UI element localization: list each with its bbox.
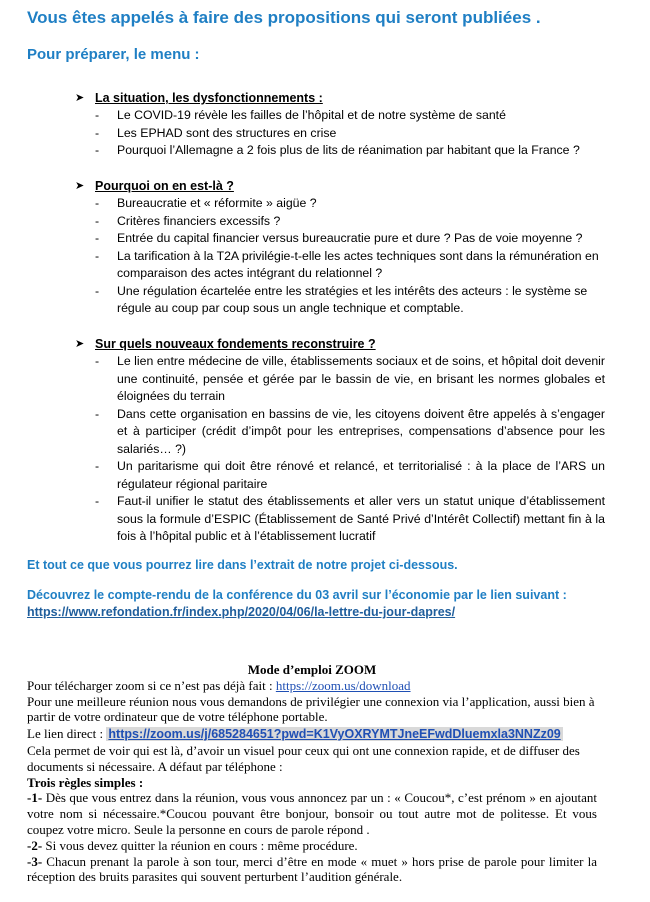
section-title [75, 89, 605, 107]
rules-title: Trois règles simples : [27, 774, 144, 790]
list-item: - Bureaucratie et « réformite » aigüe ? [95, 196, 317, 210]
section-title [75, 335, 605, 353]
list-item-text: Faut-il unifier le statut des établissements et aller vers un statut unique d’établissement sous la formule d’ESPIC (Établissement de Santé Privé d’Intérêt Collectif) mettant fin à la fois à l’hôpital public et à l’établissement lucratif [117, 494, 605, 543]
list-item-text: Le COVID-19 révèle les failles de l’hôpital et de notre système de santé [117, 108, 506, 122]
rule-number: -3- [27, 853, 43, 869]
list-item-text: Pourquoi l’Allemagne a 2 fois plus de lits de réanimation par habitant que la France ? [117, 143, 580, 157]
download-line [27, 678, 597, 694]
conference-link[interactable]: https://www.refondation.fr/index.php/2020/04/06/la-lettre-du-jour-dapres/ [27, 605, 456, 619]
list-item-text: Critères financiers excessifs ? [117, 213, 281, 228]
list-item-text: Le lien entre médecine de ville, établissements sociaux et de soins, et hôpital doit devenir une continuité, pensée et gérée par le bassin de vie, en brisant les normes globales et éloignées du terrain [117, 354, 605, 403]
download-link[interactable]: https://zoom.us/download [275, 677, 411, 693]
section-title-text: Sur quels nouveaux fondements reconstruire ? [95, 337, 376, 351]
rule-text: Si vous devez quitter la réunion en cours : même procédure. [42, 837, 358, 853]
list-item: - Le COVID-19 révèle les failles de l’hôpital et de notre système de santé [95, 108, 506, 122]
explanation-text: Cela permet de voir qui est là, d’avoir un visuel pour ceux qui ont une connexion rapide, et de diffuser des documents si nécessaire. A défaut par téléphone : [27, 742, 580, 774]
list-item: - Dans cette organisation en bassins de vie, les citoyens doivent être appelés à s’engager et à participer (crédit d’impôt pour les entreprises, compensations d’absence pour les salariés… ?) [95, 406, 605, 456]
list-item: - Faut-il unifier le statut des établissements et aller vers un statut unique d’établissement sous la formule d’ESPIC (Établissement de Santé Privé d’Intérêt Collectif) mettant fin à la fois à l’hôpital public et à l’établissement lucratif [95, 494, 605, 543]
rule-2 [27, 838, 597, 854]
section-title [75, 177, 605, 195]
zoom-instructions [27, 662, 597, 885]
direct-label: Le lien direct : [27, 726, 107, 742]
rule-number: -2- [27, 837, 43, 853]
list-item: - Le lien entre médecine de ville, établissements sociaux et de soins, et hôpital doit devenir une continuité, pensée et gérée par le bassin de vie, en brisant les normes globales et éloignées du terrain [95, 354, 605, 403]
section-fondements [75, 335, 605, 546]
zoom-title: Mode d’emploi ZOOM [247, 662, 377, 677]
list-item: - Entrée du capital financier versus bureaucratie pure et dure ? Pas de voie moyenne ? [95, 231, 583, 245]
better-meeting-text: Pour une meilleure réunion nous vous demandons de privilégier une connexion via l’application, aussi bien à partir de votre ordinateur que de votre téléphone portable. [27, 693, 595, 725]
list-item: - La tarification à la T2A privilégie-t-elle les actes techniques sont dans la rémunération en comparaison des actes intégrant du relationnel ? [95, 248, 599, 280]
list-item-text: Bureaucratie et « réformite » aigüe ? [117, 196, 317, 210]
list-item-text: Un paritarisme qui doit être rénové et relancé, et territorialisé : à la place de l’ARS un régulateur régional paritaire [117, 459, 605, 491]
conference-text: Découvrez le compte-rendu de la conférence du 03 avril sur l’économie par le lien suivant : [27, 588, 567, 602]
list-item: - Critères financiers excessifs ? [95, 213, 281, 228]
section-pourquoi [75, 177, 605, 318]
page-title: Vous êtes appelés à faire des propositions qui seront publiées . [27, 8, 541, 27]
extract-note: Et tout ce que vous pourrez lire dans l’extrait de notre projet ci-dessous. [27, 558, 458, 572]
list-item: - Une régulation écartelée entre les stratégies et les intérêts des acteurs : le système se régule au coup par coup sous un angle technique et comptable. [95, 283, 588, 315]
list-item: - Les EPHAD sont des structures en crise [95, 125, 337, 140]
list-item: - Pourquoi l’Allemagne a 2 fois plus de lits de réanimation par habitant que la France ? [95, 143, 580, 157]
rule-3 [27, 854, 597, 886]
arrow-bullet-icon: ➤ [75, 180, 85, 192]
download-text: Pour télécharger zoom si ce n’est pas déjà fait : [27, 677, 276, 693]
menu-subtitle: Pour préparer, le menu : [27, 46, 200, 63]
list-item-text: Dans cette organisation en bassins de vie, les citoyens doivent être appelés à s’engager et à participer (crédit d’impôt pour les entreprises, compensations d’absence pour les salariés… ?) [117, 406, 605, 456]
list-item-text: Entrée du capital financier versus bureaucratie pure et dure ? Pas de voie moyenne ? [117, 231, 583, 245]
section-situation [75, 89, 605, 160]
arrow-bullet-icon: ➤ [75, 92, 85, 104]
list-item-text: La tarification à la T2A privilégie-t-elle les actes techniques sont dans la rémunération en comparaison des actes intégrant du relationnel ? [117, 248, 599, 280]
section-title-text: Pourquoi on en est-là ? [95, 179, 234, 193]
direct-link[interactable]: https://zoom.us/j/685284651?pwd=K1VyOXRYMTJneEFwdDluemxla3NNZz09 [108, 727, 561, 742]
rule-text: Dès que vous entrez dans la réunion, vous vous annoncez par un : « Coucou*, c’est prénom » en ajoutant votre nom si nécessaire.*Coucou pouvant être bonjour, bonsoir ou tout autre mot de politesse. Et vous coupez votre micro. Seule la personne en cours de parole répond . [27, 790, 597, 837]
list-item: - Un paritarisme qui doit être rénové et relancé, et territorialisé : à la place de l’ARS un régulateur régional paritaire [95, 459, 605, 491]
list-item-text: Une régulation écartelée entre les stratégies et les intérêts des acteurs : le système se régule au coup par coup sous un angle technique et comptable. [117, 283, 588, 315]
section-title-text: La situation, les dysfonctionnements : [95, 91, 323, 105]
rule-text: Chacun prenant la parole à son tour, merci d’être en mode « muet » hors prise de parole pour limiter la réception des bruits parasites qui souvent perturbent l’audition générale. [27, 853, 597, 885]
arrow-bullet-icon: ➤ [75, 338, 85, 350]
list-item-text: Les EPHAD sont des structures en crise [117, 125, 337, 140]
rule-1 [27, 790, 597, 837]
rule-number: -1- [27, 790, 43, 806]
direct-link-line [27, 726, 597, 743]
